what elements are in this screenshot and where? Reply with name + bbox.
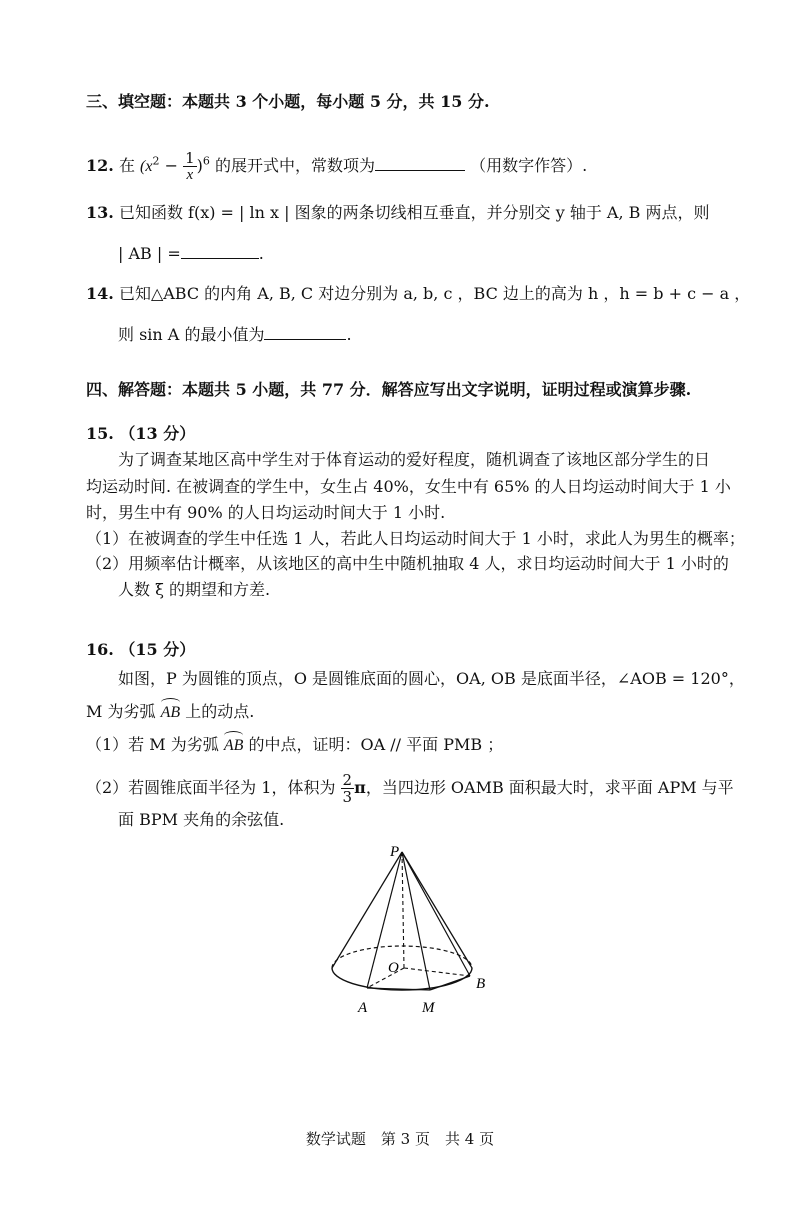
q16-part1 bbox=[86, 735, 503, 756]
q15-para2: 均运动时间. 在被调查的学生中，女生占 40%，女生中有 65% 的人日均运动时间大于 1 小 bbox=[86, 477, 731, 496]
q15-para3: 时，男生中有 90% 的人日均运动时间大于 1 小时. bbox=[86, 503, 446, 522]
q12-expr-pow: 6 bbox=[202, 154, 210, 168]
q14-line2-pre: 则 sin A 的最小值为 bbox=[118, 325, 265, 344]
q14-line1: 已知△ABC 的内角 A, B, C 对边分别为 a, b, c ，BC 边上的高为 h ，h = b + c − a ， bbox=[118, 284, 751, 303]
q16-part2-post: ，当四边形 OAMB 面积最大时，求平面 APM 与平 bbox=[365, 778, 734, 797]
q14-line2-post: . bbox=[346, 325, 352, 344]
q12-frac-num: 1 bbox=[185, 149, 195, 167]
segment-PB bbox=[402, 852, 470, 976]
q12-mid: 的展开式中，常数项为 bbox=[214, 156, 375, 175]
cone-base-back-arc bbox=[332, 946, 472, 968]
q12-expr-close: ) bbox=[196, 156, 203, 175]
q12-expr-exp: 2 bbox=[152, 154, 160, 168]
section3-heading: 三、填空题：本题共 3 个小题，每小题 5 分，共 15 分. bbox=[86, 92, 490, 111]
q12-expr-left: (x bbox=[140, 158, 153, 175]
q12-post: （用数字作答）. bbox=[470, 156, 588, 175]
q16-volume-fraction bbox=[341, 772, 355, 805]
q16-intro2 bbox=[86, 702, 254, 723]
q16-header: 16. （15 分） bbox=[86, 640, 196, 659]
q14-answer-blank[interactable] bbox=[264, 325, 346, 340]
label-A: A bbox=[358, 1000, 368, 1016]
q16-pi: π bbox=[354, 778, 366, 797]
page-footer: 数学试题 第 3 页 共 4 页 bbox=[305, 1130, 495, 1148]
question-13 bbox=[86, 203, 709, 223]
q13-line2-pre: | AB | = bbox=[118, 244, 181, 263]
cone-figure bbox=[320, 840, 500, 1020]
q13-answer-blank[interactable] bbox=[181, 244, 259, 259]
q12-fraction bbox=[183, 150, 197, 183]
question-12 bbox=[86, 150, 587, 183]
q15-part2a: （2）用频率估计概率，从该地区的高中生中随机抽取 4 人，求日均运动时间大于 1 小时的 bbox=[86, 554, 729, 573]
label-O: O bbox=[388, 960, 399, 976]
q16-part1-arc: AB bbox=[223, 737, 244, 754]
q13-line2-post: . bbox=[258, 244, 264, 263]
q16-intro2-arc: AB bbox=[160, 704, 181, 721]
q16-intro1: 如图，P 为圆锥的顶点，O 是圆锥底面的圆心，OA, OB 是底面半径，∠AOB = 120°， bbox=[118, 669, 745, 688]
segment-OB bbox=[404, 968, 470, 976]
q12-answer-blank[interactable] bbox=[375, 156, 465, 171]
q15-part1: （1）在被调查的学生中任选 1 人，若此人日均运动时间大于 1 小时，求此人为男生的概率； bbox=[86, 529, 745, 548]
q13-line2 bbox=[118, 244, 264, 264]
q12-pre: 在 bbox=[118, 156, 135, 175]
question-14 bbox=[86, 284, 750, 304]
q16-part1-pre: （1）若 M 为劣弧 bbox=[86, 735, 219, 754]
q14-line2 bbox=[118, 325, 352, 345]
q16-frac-den: 3 bbox=[342, 788, 353, 806]
cone-right-edge bbox=[402, 852, 472, 968]
q12-frac-den: x bbox=[186, 167, 194, 183]
q12-number: 12. bbox=[86, 156, 114, 175]
q16-part1-post: 的中点，证明：OA // 平面 PMB ； bbox=[248, 735, 504, 754]
q13-line1: 已知函数 f(x) = | ln x | 图象的两条切线相互垂直，并分别交 y 轴于 A, B 两点，则 bbox=[118, 203, 710, 222]
segment-PO bbox=[402, 852, 404, 968]
cone-left-edge bbox=[332, 852, 402, 968]
segment-PM bbox=[402, 852, 430, 990]
q14-number: 14. bbox=[86, 284, 114, 303]
label-P: P bbox=[390, 844, 400, 860]
q15-para1: 为了调查某地区高中学生对于体育运动的爱好程度，随机调查了该地区部分学生的日 bbox=[118, 450, 711, 469]
q16-intro2-post: 上的动点. bbox=[185, 702, 255, 721]
segment-MB bbox=[430, 976, 470, 990]
label-M: M bbox=[422, 1000, 435, 1016]
q15-part2b: 人数 ξ 的期望和方差. bbox=[118, 580, 271, 599]
q16-part2-line2: 面 BPM 夹角的余弦值. bbox=[118, 810, 285, 829]
cone-base-front-arc bbox=[332, 968, 472, 990]
q13-number: 13. bbox=[86, 203, 114, 222]
q16-intro2-pre: M 为劣弧 bbox=[86, 702, 156, 721]
q12-expr-minus: − bbox=[159, 156, 178, 175]
q15-header: 15. （13 分） bbox=[86, 424, 196, 443]
q16-frac-num: 2 bbox=[342, 771, 353, 789]
section4-heading: 四、解答题：本题共 5 小题，共 77 分．解答应写出文字说明，证明过程或演算步骤. bbox=[86, 380, 692, 399]
label-B: B bbox=[476, 976, 486, 992]
q16-part2 bbox=[86, 772, 734, 805]
q16-part2-pre: （2）若圆锥底面半径为 1，体积为 bbox=[86, 778, 336, 797]
